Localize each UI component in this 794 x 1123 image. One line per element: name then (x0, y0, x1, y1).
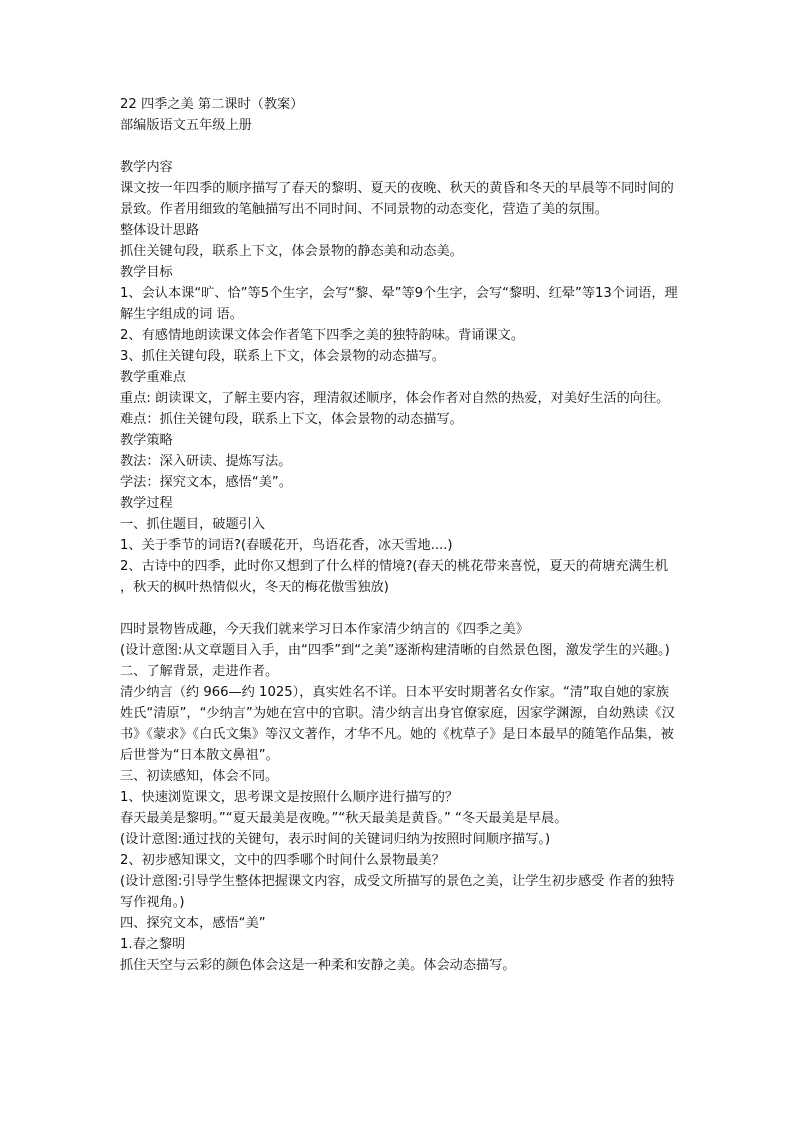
author-paragraph: 清少纳言（约 966—约 1025），真实姓名不详。日本平安时期著名女作家。“清”取自她的家族姓氏“清原”，“少纳言”为她在宫中的官职。清少纳言出身官僚家庭，因家学渊源，自幼熟读《汉书》《蒙求》《白氏文集》等汉文著作，才华不凡。她的《枕草子》是日本最早的随笔作品集，被后世誉为“日本散文鼻祖”。 (120, 685, 675, 763)
section-heading-key-points: 教学重难点 (120, 370, 186, 385)
document-title: 22 四季之美 第二课时（教案） (120, 97, 304, 112)
teaching-method: 教法：深入研读、提炼写法。 (120, 454, 292, 469)
design-note: (设计意图:引导学生整体把握课文内容，成受文所描写的景色之美，让学生初步感受 作者的独特写作视角。) (120, 874, 675, 910)
learning-method: 学法：探究文本，感悟“美”。 (120, 475, 292, 490)
step-question: 2、古诗中的四季，此时你又想到了什么样的情境?(春天的桃花带来喜悦，夏天的荷塘充满生机，秋天的枫叶热情似火，冬天的梅花傲雪独放) (120, 559, 669, 595)
sub-heading: 1.春之黎明 (120, 937, 186, 952)
document-page (120, 94, 680, 976)
section-heading-process: 教学过程 (120, 496, 173, 511)
step-paragraph: 抓住天空与云彩的颜色体会这是一种柔和安静之美。体会动态描写。 (120, 958, 516, 973)
step-question: 1、快速浏览课文，思考课文是按照什么顺序进行描写的？ (120, 790, 459, 805)
spacer (120, 136, 680, 157)
goal-item: 2、有感情地朗读课文体会作者笔下四季之美的独特韵味。背诵课文。 (120, 328, 525, 343)
section-heading-strategy: 教学策略 (120, 433, 173, 448)
design-paragraph: 抓住关键句段，联系上下文，体会景物的静态美和动态美。 (120, 244, 463, 259)
step-question: 2、初步感知课文，文中的四季哪个时间什么景物最美？ (120, 853, 445, 868)
step-question: 1、关于季节的词语?(春暖花开，鸟语花香，冰天雪地....) (120, 538, 453, 553)
document-subtitle: 部编版语文五年级上册 (120, 118, 252, 133)
key-point: 重点: 朗读课文，了解主要内容，理清叙述顺序，体会作者对自然的热爱，对美好生活的向往。 (120, 391, 670, 406)
spacer (120, 598, 680, 619)
section-heading-design: 整体设计思路 (120, 223, 200, 238)
goal-item: 1、会认本课“旷、恰”等5个生字，会写“黎、晕”等9个生字，会写“黎明、红晕”等13个词语，理解生字组成的词 语。 (120, 286, 678, 322)
difficult-point: 难点：抓住关键句段，联系上下文，体会景物的动态描写。 (120, 412, 463, 427)
section-heading-goals: 教学目标 (120, 265, 173, 280)
step-heading: 三、初读感知，体会不同。 (120, 769, 279, 784)
step-answer: 春天最美是黎明。”“夏天最美是夜晚。”“秋天最美是黄昏。” “冬天最美是早晨。 (120, 811, 568, 826)
design-note: (设计意图:通过找的关键句，表示时间的关键词归纳为按照时间顺序描写。) (120, 832, 551, 847)
step-heading: 一、抓住题目，破题引入 (120, 517, 266, 532)
step-heading: 四、探究文本，感悟“美” (120, 916, 266, 931)
content-paragraph: 课文按一年四季的顺序描写了春天的黎明、夏天的夜晚、秋天的黄昏和冬天的早晨等不同时间的景致。作者用细致的笔触描写出不同时间、不同景物的动态变化，营造了美的氛围。 (120, 181, 674, 217)
step-intro: 四时景物皆成趣，今天我们就来学习日本作家清少纳言的《四季之美》 (120, 622, 529, 637)
section-heading-content: 教学内容 (120, 160, 173, 175)
goal-item: 3、抓住关键句段，联系上下文，体会景物的动态描写。 (120, 349, 445, 364)
step-heading: 二、了解背景，走进作者。 (120, 664, 279, 679)
design-note: (设计意图:从文章题目入手，由“四季”到“之美”逐渐构建清晰的自然景色图，激发学生的兴趣。) (120, 643, 670, 658)
